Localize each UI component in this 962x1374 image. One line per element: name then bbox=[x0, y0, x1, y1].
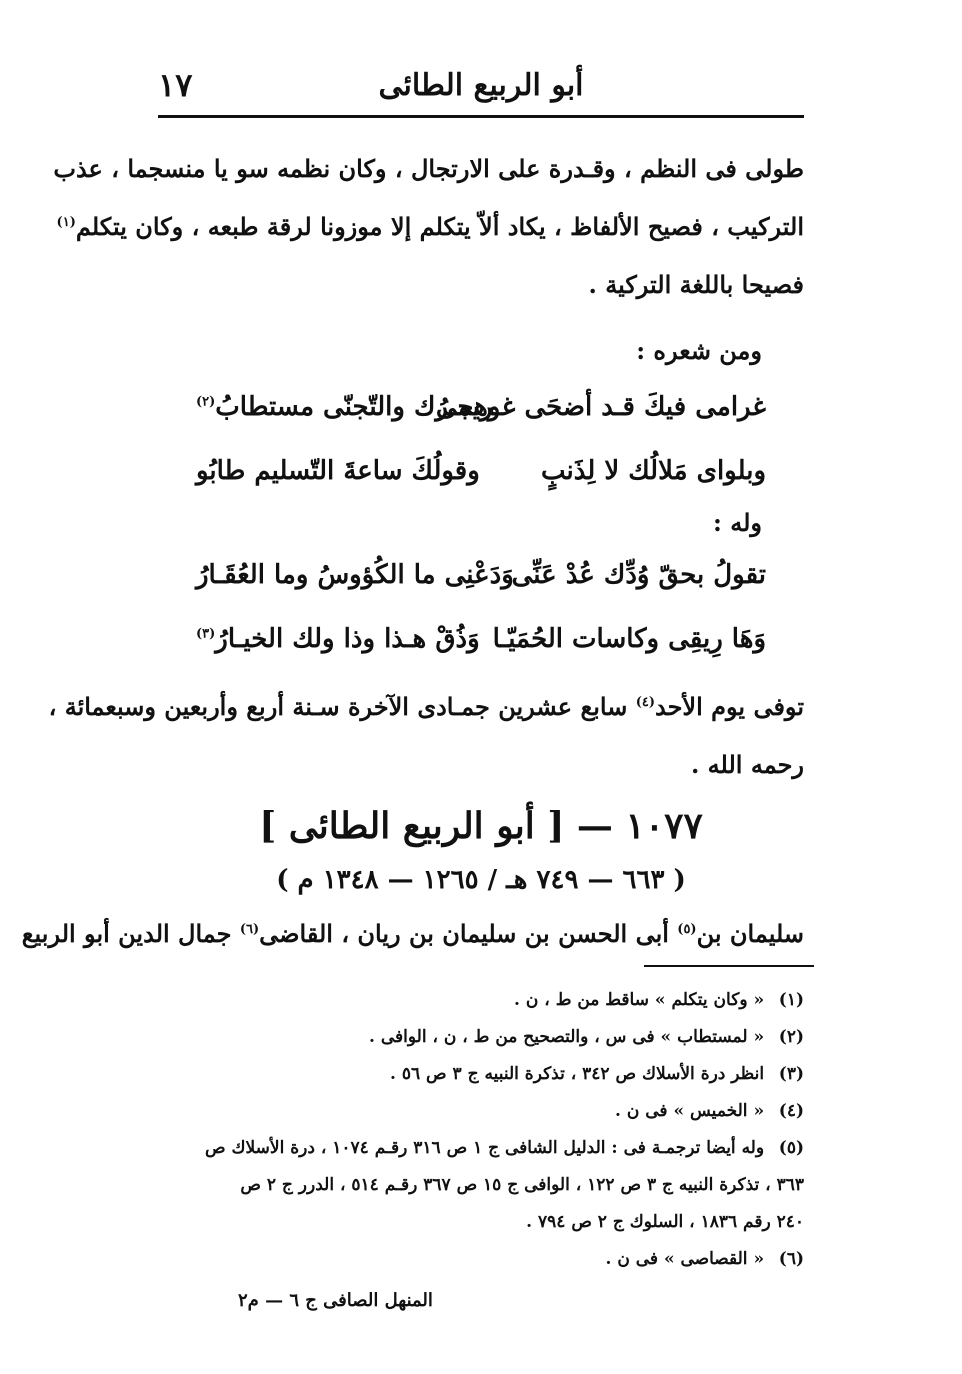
poem-2-verse-1 bbox=[196, 548, 766, 612]
footnote-6 bbox=[158, 1241, 804, 1278]
footnote-4 bbox=[158, 1093, 804, 1130]
footnotes bbox=[158, 982, 804, 1278]
poem-2-verse-1-second-hemistich: وَدَعْنِى ما الكُؤوسُ وما العُقَـارُ bbox=[196, 560, 514, 590]
footnote-rule bbox=[644, 965, 814, 967]
paragraph-1-line-1: طولى فى النظم ، وقـدرة على الارتجال ، وكان نظمه سو يا منسجما ، عذب bbox=[53, 154, 804, 183]
footnote-ref-2: (٢) bbox=[196, 394, 216, 410]
footnote-4-text: « الخميس » فى ن . bbox=[615, 1101, 765, 1121]
footnote-2-number: (٢) bbox=[778, 1027, 804, 1047]
entry-dates: ( ٦٦٣ — ٧٤٩ هـ / ١٢٦٥ — ١٣٤٨ م ) bbox=[276, 865, 686, 895]
poem-2-verse-1-first-hemistich: تقولُ بحقّ وُدِّك عُدْ عَنِّى bbox=[511, 560, 766, 590]
death-line-1-start: توفى يوم الأحد bbox=[655, 692, 804, 721]
footnote-5-text-line-1: وله أيضا ترجمـة فى : الدليل الشافى ج ١ ص ٣١٦ رقـم ١٠٧٤ ، درة الأسلاك ص bbox=[205, 1138, 765, 1158]
footnote-ref-4: (٤) bbox=[635, 695, 655, 710]
death-paragraph bbox=[48, 678, 804, 794]
footnote-4-number: (٤) bbox=[778, 1101, 804, 1121]
footnote-3-text: انظر درة الأسلاك ص ٣٤٢ ، تذكرة النبيه ج ٣ ص ٥٦ . bbox=[390, 1064, 765, 1084]
poem-1-verse-1-second-hemistich-text: وهجـرُك والتّجنّى مستطابُ bbox=[215, 392, 501, 422]
death-line-1 bbox=[48, 678, 804, 736]
poem-2-verse-2-first-hemistich: وَهَا رِيقِى وكاسات الحُمَيّـا bbox=[492, 624, 766, 654]
paragraph-1 bbox=[53, 140, 804, 314]
signature-line: المنهل الصافى ج ٦ — م٢ bbox=[238, 1290, 433, 1311]
poem-1-verse-1-second-hemistich bbox=[196, 392, 500, 422]
poem-2-intro: وله : bbox=[713, 508, 762, 537]
death-line-1-rest: سابع عشرين جمـادى الآخرة سـنة أربع وأربعين وسبعمائة ، bbox=[48, 692, 636, 721]
poem-1-intro: ومن شعره : bbox=[636, 336, 762, 365]
poem-1-verse-2 bbox=[196, 444, 766, 508]
footnote-1 bbox=[158, 982, 804, 1019]
footnote-5 bbox=[158, 1130, 804, 1167]
entry-line-1-end: جمال الدين أبو الربيع bbox=[21, 919, 240, 948]
footnote-ref-5: (٥) bbox=[677, 922, 697, 937]
footnote-1-number: (١) bbox=[778, 990, 804, 1010]
footnote-ref-3: (٣) bbox=[196, 626, 216, 642]
footnote-1-text: « وكان يتكلم » ساقط من ط ، ن . bbox=[514, 990, 765, 1010]
death-line-2: رحمه الله . bbox=[690, 750, 804, 779]
footnote-3 bbox=[158, 1056, 804, 1093]
entry-line-1 bbox=[21, 905, 804, 963]
footnote-2 bbox=[158, 1019, 804, 1056]
poem-1-verse-2-second-hemistich: وقولُكَ ساعةَ التّسليم طابُو bbox=[196, 456, 480, 486]
paragraph-1-line-3: فصيحا باللغة التركية . bbox=[588, 270, 804, 299]
poem-1 bbox=[196, 380, 766, 508]
entry-title: ١٠٧٧ — [ أبو الربيع الطائى ] bbox=[259, 805, 703, 847]
header-rule bbox=[158, 115, 804, 118]
footnote-ref-1: (١) bbox=[56, 215, 76, 230]
entry-paragraph bbox=[21, 905, 804, 963]
footnote-5-line-3: ٢٤٠ رقم ١٨٣٦ ، السلوك ج ٢ ص ٧٩٤ . bbox=[526, 1212, 804, 1232]
running-header bbox=[158, 62, 804, 118]
footnote-6-text: « القصاصى » فى ن . bbox=[605, 1249, 765, 1269]
poem-2-verse-2-second-hemistich bbox=[196, 624, 480, 654]
footnote-5-number: (٥) bbox=[778, 1138, 804, 1158]
footnote-5-line-2: ٣٦٣ ، تذكرة النبيه ج ٣ ص ١٢٢ ، الوافى ج ١٥ ص ٣٦٧ رقـم ٥١٤ ، الدرر ج ٢ ص bbox=[240, 1175, 804, 1195]
entry-line-1-middle: أبى الحسن بن سليمان بن ريان ، القاضى bbox=[259, 919, 678, 948]
entry-line-1-start: سليمان بن bbox=[696, 919, 804, 948]
poem-1-verse-1 bbox=[196, 380, 766, 444]
header-title: أبو الربيع الطائى bbox=[378, 68, 584, 103]
paragraph-1-line-2 bbox=[56, 198, 804, 256]
poem-2-verse-2-second-hemistich-text: وَذُقْ هـذا وذا ولك الخيـارُ bbox=[215, 624, 480, 654]
footnote-3-number: (٣) bbox=[778, 1064, 804, 1084]
poem-1-verse-2-first-hemistich: وبلواى مَلالُك لا لِذَنبٍ bbox=[541, 456, 766, 486]
poem-2-verse-2 bbox=[196, 612, 766, 676]
page-number: ١٧ bbox=[158, 66, 193, 104]
poem-1-verse-1-first-hemistich: غرامى فيكَ قـد أضحَى غـريمى bbox=[435, 392, 766, 422]
footnote-ref-6: (٦) bbox=[239, 922, 260, 937]
poem-2 bbox=[196, 548, 766, 676]
footnote-2-text: « لمستطاب » فى س ، والتصحيح من ط ، ن ، الوافى . bbox=[369, 1027, 765, 1047]
paragraph-1-line-2-text: التركيب ، فصيح الألفاظ ، يكاد ألاّ يتكلم إلا موزونا لرقة طبعه ، وكان يتكلم bbox=[75, 212, 804, 241]
footnote-6-number: (٦) bbox=[778, 1249, 804, 1269]
